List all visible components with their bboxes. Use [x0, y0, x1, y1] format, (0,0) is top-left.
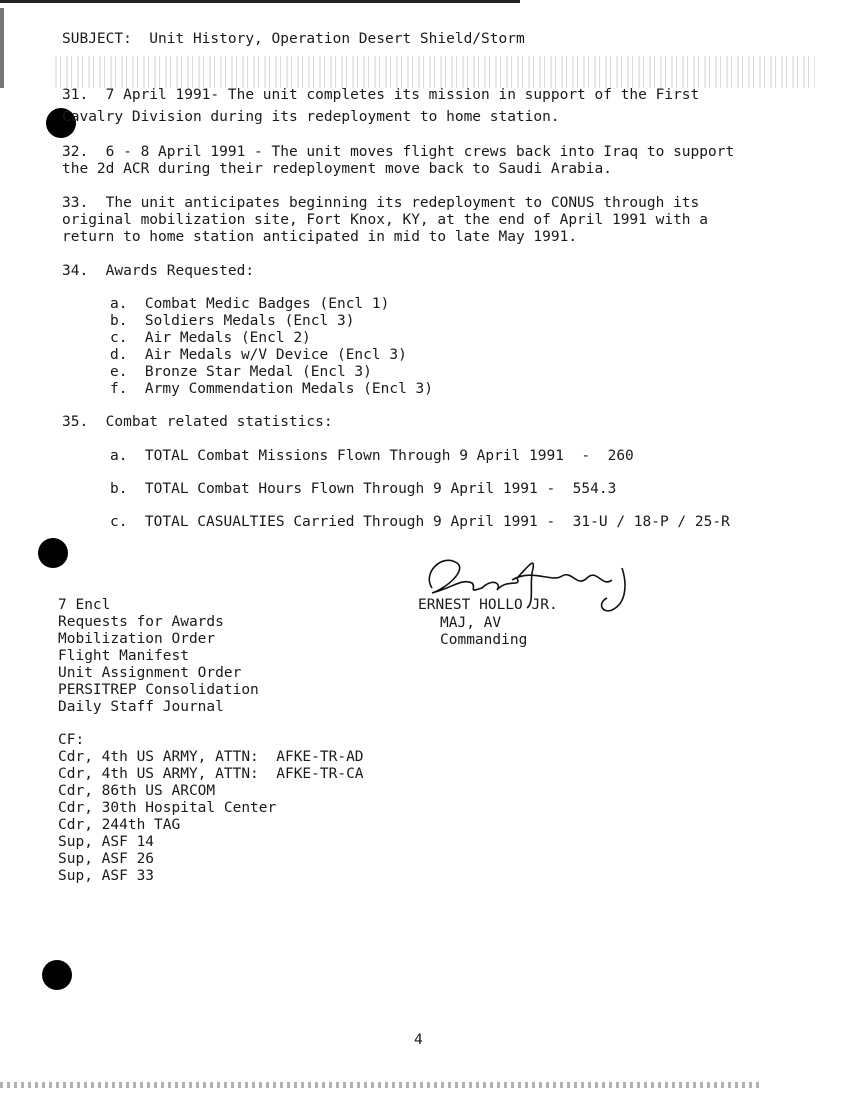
top-rule: [0, 0, 520, 3]
award-item: c. Air Medals (Encl 2): [110, 330, 311, 346]
enclosure-item: Requests for Awards: [58, 614, 224, 630]
cf-recipient: Cdr, 86th US ARCOM: [58, 783, 216, 799]
signatory-title: Commanding: [440, 632, 528, 648]
award-item: d. Air Medals w/V Device (Encl 3): [110, 347, 407, 363]
hole-punch: [38, 538, 68, 568]
para-33-line-1: 33. The unit anticipates beginning its redeployment to CONUS through its: [62, 195, 700, 211]
enclosure-item: PERSITREP Consolidation: [58, 682, 259, 698]
statistic-item: c. TOTAL CASUALTIES Carried Through 9 April 1991 - 31-U / 18-P / 25-R: [110, 514, 730, 530]
award-item: b. Soldiers Medals (Encl 3): [110, 313, 355, 329]
enclosure-item: Unit Assignment Order: [58, 665, 242, 681]
para-31-line-2: Cavalry Division during its redeployment to home station.: [62, 109, 560, 125]
signatory-name: ERNEST HOLLO JR.: [418, 597, 558, 613]
cf-recipient: Cdr, 4th US ARMY, ATTN: AFKE-TR-AD: [58, 749, 364, 765]
page-number: 4: [414, 1032, 423, 1048]
enclosure-item: Mobilization Order: [58, 631, 216, 647]
enclosure-item: Flight Manifest: [58, 648, 189, 664]
para-33-line-2: original mobilization site, Fort Knox, KY, at the end of April 1991 with a: [62, 212, 709, 228]
para-32-line-1: 32. 6 - 8 April 1991 - The unit moves flight crews back into Iraq to support: [62, 144, 735, 160]
award-item: e. Bronze Star Medal (Encl 3): [110, 364, 372, 380]
para-34-heading: 34. Awards Requested:: [62, 263, 255, 279]
statistic-item: a. TOTAL Combat Missions Flown Through 9 April 1991 - 260: [110, 448, 634, 464]
cf-recipient: Cdr, 30th Hospital Center: [58, 800, 277, 816]
cf-recipient: Cdr, 244th TAG: [58, 817, 181, 833]
signatory-rank: MAJ, AV: [440, 615, 502, 631]
scan-noise-band: [55, 56, 815, 88]
para-32-line-2: the 2d ACR during their redeployment move back to Saudi Arabia.: [62, 161, 612, 177]
award-item: f. Army Commendation Medals (Encl 3): [110, 381, 434, 397]
cf-recipient: Sup, ASF 33: [58, 868, 155, 884]
para-33-line-3: return to home station anticipated in mid to late May 1991.: [62, 229, 578, 245]
scan-noise-footer: [0, 1082, 760, 1088]
cf-recipient: Sup, ASF 26: [58, 851, 155, 867]
cf-heading: CF:: [58, 732, 85, 748]
subject-line: SUBJECT: Unit History, Operation Desert Shield/Storm: [62, 31, 525, 47]
statistic-item: b. TOTAL Combat Hours Flown Through 9 April 1991 - 554.3: [110, 481, 617, 497]
cf-recipient: Sup, ASF 14: [58, 834, 155, 850]
para-31-line-1: 31. 7 April 1991- The unit completes its mission in support of the First: [62, 87, 700, 103]
enclosure-item: Daily Staff Journal: [58, 699, 224, 715]
para-35-heading: 35. Combat related statistics:: [62, 414, 333, 430]
enclosures-heading: 7 Encl: [58, 597, 111, 613]
cf-recipient: Cdr, 4th US ARMY, ATTN: AFKE-TR-CA: [58, 766, 364, 782]
hole-punch: [42, 960, 72, 990]
award-item: a. Combat Medic Badges (Encl 1): [110, 296, 390, 312]
scan-edge-mark: [0, 8, 4, 88]
